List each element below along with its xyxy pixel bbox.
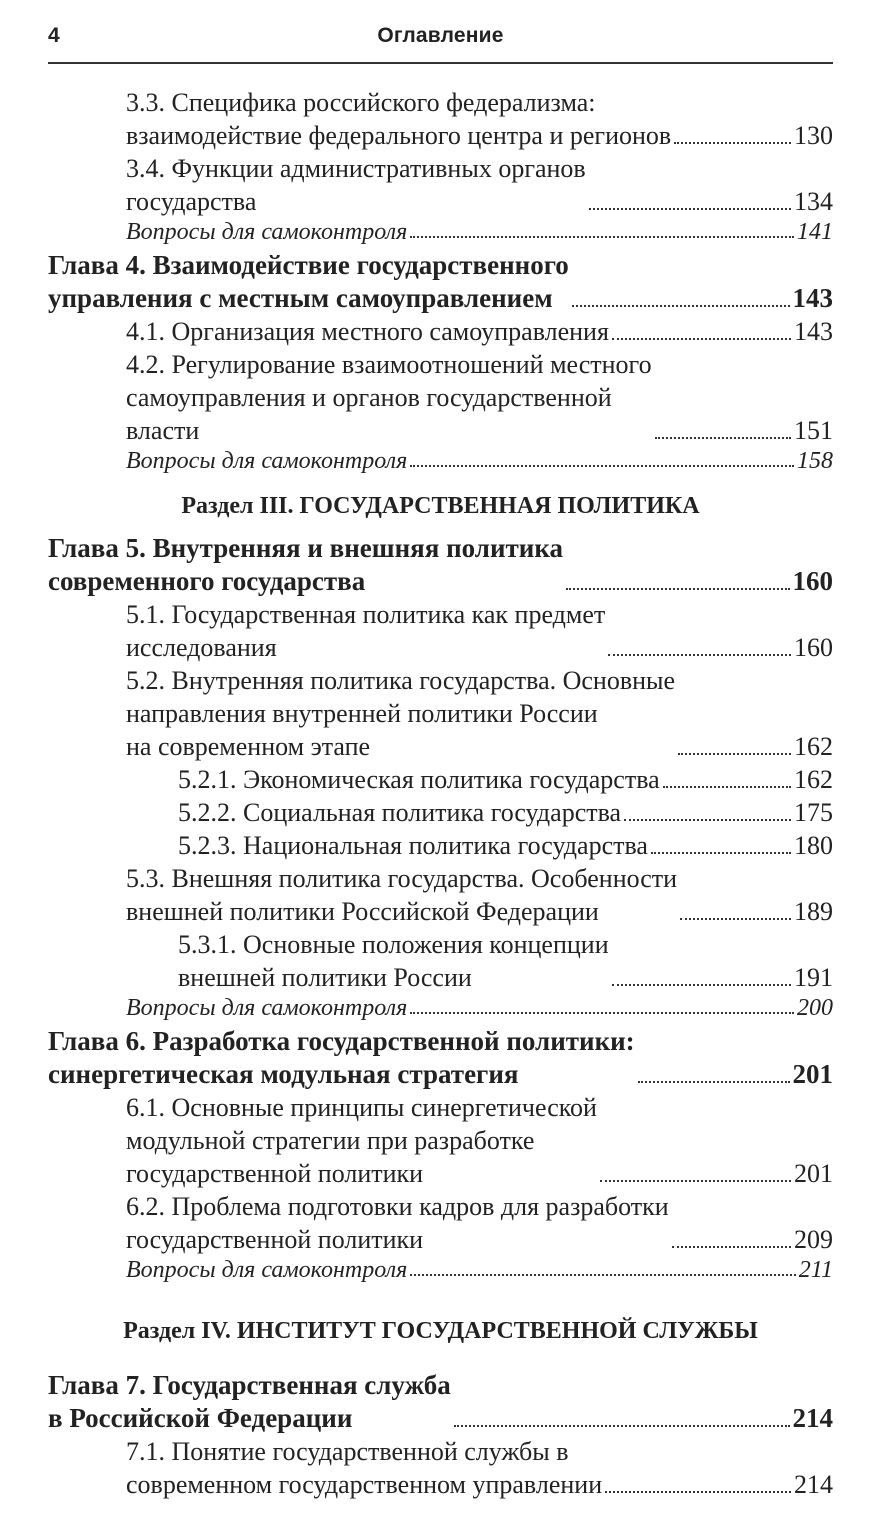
toc-entry-5-2-3 xyxy=(48,829,833,862)
dot-leader xyxy=(600,1180,791,1182)
toc-entry-page: 160 xyxy=(792,566,833,596)
toc-entry-page: 134 xyxy=(794,187,833,216)
dot-leader xyxy=(608,654,791,656)
dot-leader xyxy=(638,1081,790,1083)
toc-entry-3-3 xyxy=(48,86,833,152)
toc-entry-title: 4.2. Регулирование взаимоотношений местного самоуправления и органов государственной власти xyxy=(126,350,652,445)
toc-entry-page: 160 xyxy=(794,633,833,662)
toc-entry-title: Вопросы для самоконтроля xyxy=(126,995,408,1021)
toc-entry-page: 201 xyxy=(792,1059,833,1089)
toc-entry-title: Глава 4. Взаимодействие государственного управления с местным самоуправлением xyxy=(48,250,569,313)
toc-chapter-4 xyxy=(48,249,833,315)
toc-chapter-5 xyxy=(48,532,833,598)
toc-entry-title: 5.3. Внешняя политика государства. Особенности внешней политики Российской Федерации xyxy=(126,864,678,926)
toc-entry-title: Глава 7. Государственная служба в Российской Федерации xyxy=(48,1370,451,1433)
toc-entry-title: 5.2. Внутренняя политика государства. Основные направления внутренней политики России на современном этапе xyxy=(126,666,676,761)
toc-entry-title: 3.4. Функции административных органов государства xyxy=(126,154,586,216)
toc-entry-title: 7.1. Понятие государственной службы в современном государственном управлении xyxy=(126,1437,603,1499)
dot-leader xyxy=(605,1491,791,1493)
dot-leader xyxy=(651,852,791,854)
toc-entry-page: 191 xyxy=(794,963,833,992)
toc-entry-page: 175 xyxy=(794,798,833,827)
toc-entry-page: 211 xyxy=(798,1257,833,1283)
page-title: Оглавление xyxy=(377,24,504,47)
toc-entry-6-2 xyxy=(48,1190,833,1256)
toc-entry-title: 4.1. Организация местного самоуправления xyxy=(126,317,609,346)
toc-entry-questions xyxy=(48,1256,833,1284)
dot-leader xyxy=(680,918,791,920)
toc-entry-page: 189 xyxy=(794,897,833,926)
toc-section-4: Раздел IV. ИНСТИТУТ ГОСУДАРСТВЕННОЙ СЛУЖБЫ xyxy=(123,1318,758,1344)
toc-entry-page: 214 xyxy=(792,1403,833,1433)
dot-leader xyxy=(655,437,791,439)
dot-leader xyxy=(410,1012,794,1014)
toc-entry-5-3-1 xyxy=(48,928,833,994)
running-header xyxy=(48,14,833,64)
dot-leader xyxy=(612,984,791,986)
toc-entry-title: 5.2.3. Национальная политика государства xyxy=(178,831,648,860)
toc-entry-6-1 xyxy=(48,1091,833,1190)
toc-entry-title: Вопросы для самоконтроля xyxy=(126,219,408,245)
dot-leader xyxy=(572,305,790,307)
toc-entry-5-2-2 xyxy=(48,796,833,829)
toc-entry-title: 6.2. Проблема подготовки кадров для разработки государственной политики xyxy=(126,1192,669,1254)
toc-entry-questions xyxy=(48,218,833,246)
toc-entry-title: Глава 6. Разработка государственной политики: синергетическая модульная стратегия xyxy=(48,1026,635,1089)
toc-entry-4-1 xyxy=(48,315,833,348)
dot-leader xyxy=(624,819,791,821)
toc-entry-page: 214 xyxy=(794,1470,833,1499)
dot-leader xyxy=(410,465,794,467)
dot-leader xyxy=(410,236,794,238)
dot-leader xyxy=(678,753,791,755)
page-number: 4 xyxy=(48,24,60,47)
toc-entry-5-2-1 xyxy=(48,763,833,796)
toc-entry-page: 130 xyxy=(794,121,833,150)
toc-entry-page: 143 xyxy=(792,283,833,313)
toc-entry-page: 200 xyxy=(797,995,833,1021)
toc-entry-page: 180 xyxy=(794,831,833,860)
book-page xyxy=(0,14,873,1529)
toc-entry-page: 162 xyxy=(794,732,833,761)
dot-leader xyxy=(612,338,791,340)
toc-entry-title: Вопросы для самоконтроля xyxy=(126,448,408,474)
toc-entry-title: 6.1. Основные принципы синергетической модульной стратегии при разработке государственной политики xyxy=(126,1093,597,1188)
toc-entry-title: 5.2.2. Социальная политика государства xyxy=(178,798,622,827)
toc-entry-page: 162 xyxy=(794,765,833,794)
toc-chapter-6 xyxy=(48,1025,833,1091)
dot-leader xyxy=(672,1246,791,1248)
toc-entry-title: 3.3. Специфика российского федерализма: взаимодействие федерального центра и регионов xyxy=(126,88,672,150)
toc-entry-4-2 xyxy=(48,348,833,447)
toc-entry-page: 151 xyxy=(794,416,833,445)
toc-entry-5-3 xyxy=(48,862,833,928)
table-of-contents xyxy=(48,86,833,1501)
toc-entry-5-1 xyxy=(48,598,833,664)
toc-entry-title: 5.1. Государственная политика как предмет исследования xyxy=(126,600,606,662)
toc-entry-title: Глава 5. Внутренняя и внешняя политика современного государства xyxy=(48,533,563,596)
toc-entry-5-2 xyxy=(48,664,833,763)
toc-entry-page: 141 xyxy=(797,219,833,245)
dot-leader xyxy=(566,588,790,590)
dot-leader xyxy=(589,208,791,210)
dot-leader xyxy=(674,142,791,144)
toc-entry-questions xyxy=(48,447,833,475)
dot-leader xyxy=(410,1274,796,1276)
toc-section-3: Раздел III. ГОСУДАРСТВЕННАЯ ПОЛИТИКА xyxy=(181,493,700,519)
toc-entry-3-4 xyxy=(48,152,833,218)
toc-entry-7-1 xyxy=(48,1435,833,1501)
dot-leader xyxy=(454,1425,790,1427)
toc-entry-questions xyxy=(48,994,833,1022)
toc-entry-title: Вопросы для самоконтроля xyxy=(126,1257,408,1283)
toc-entry-title: 5.2.1. Экономическая политика государства xyxy=(178,765,660,794)
toc-entry-page: 143 xyxy=(794,317,833,346)
dot-leader xyxy=(663,786,791,788)
toc-entry-title: 5.3.1. Основные положения концепции внешней политики России xyxy=(178,930,609,992)
toc-chapter-7 xyxy=(48,1369,833,1435)
toc-entry-page: 201 xyxy=(794,1159,833,1188)
toc-entry-page: 209 xyxy=(794,1225,833,1254)
toc-entry-page: 158 xyxy=(797,448,833,474)
